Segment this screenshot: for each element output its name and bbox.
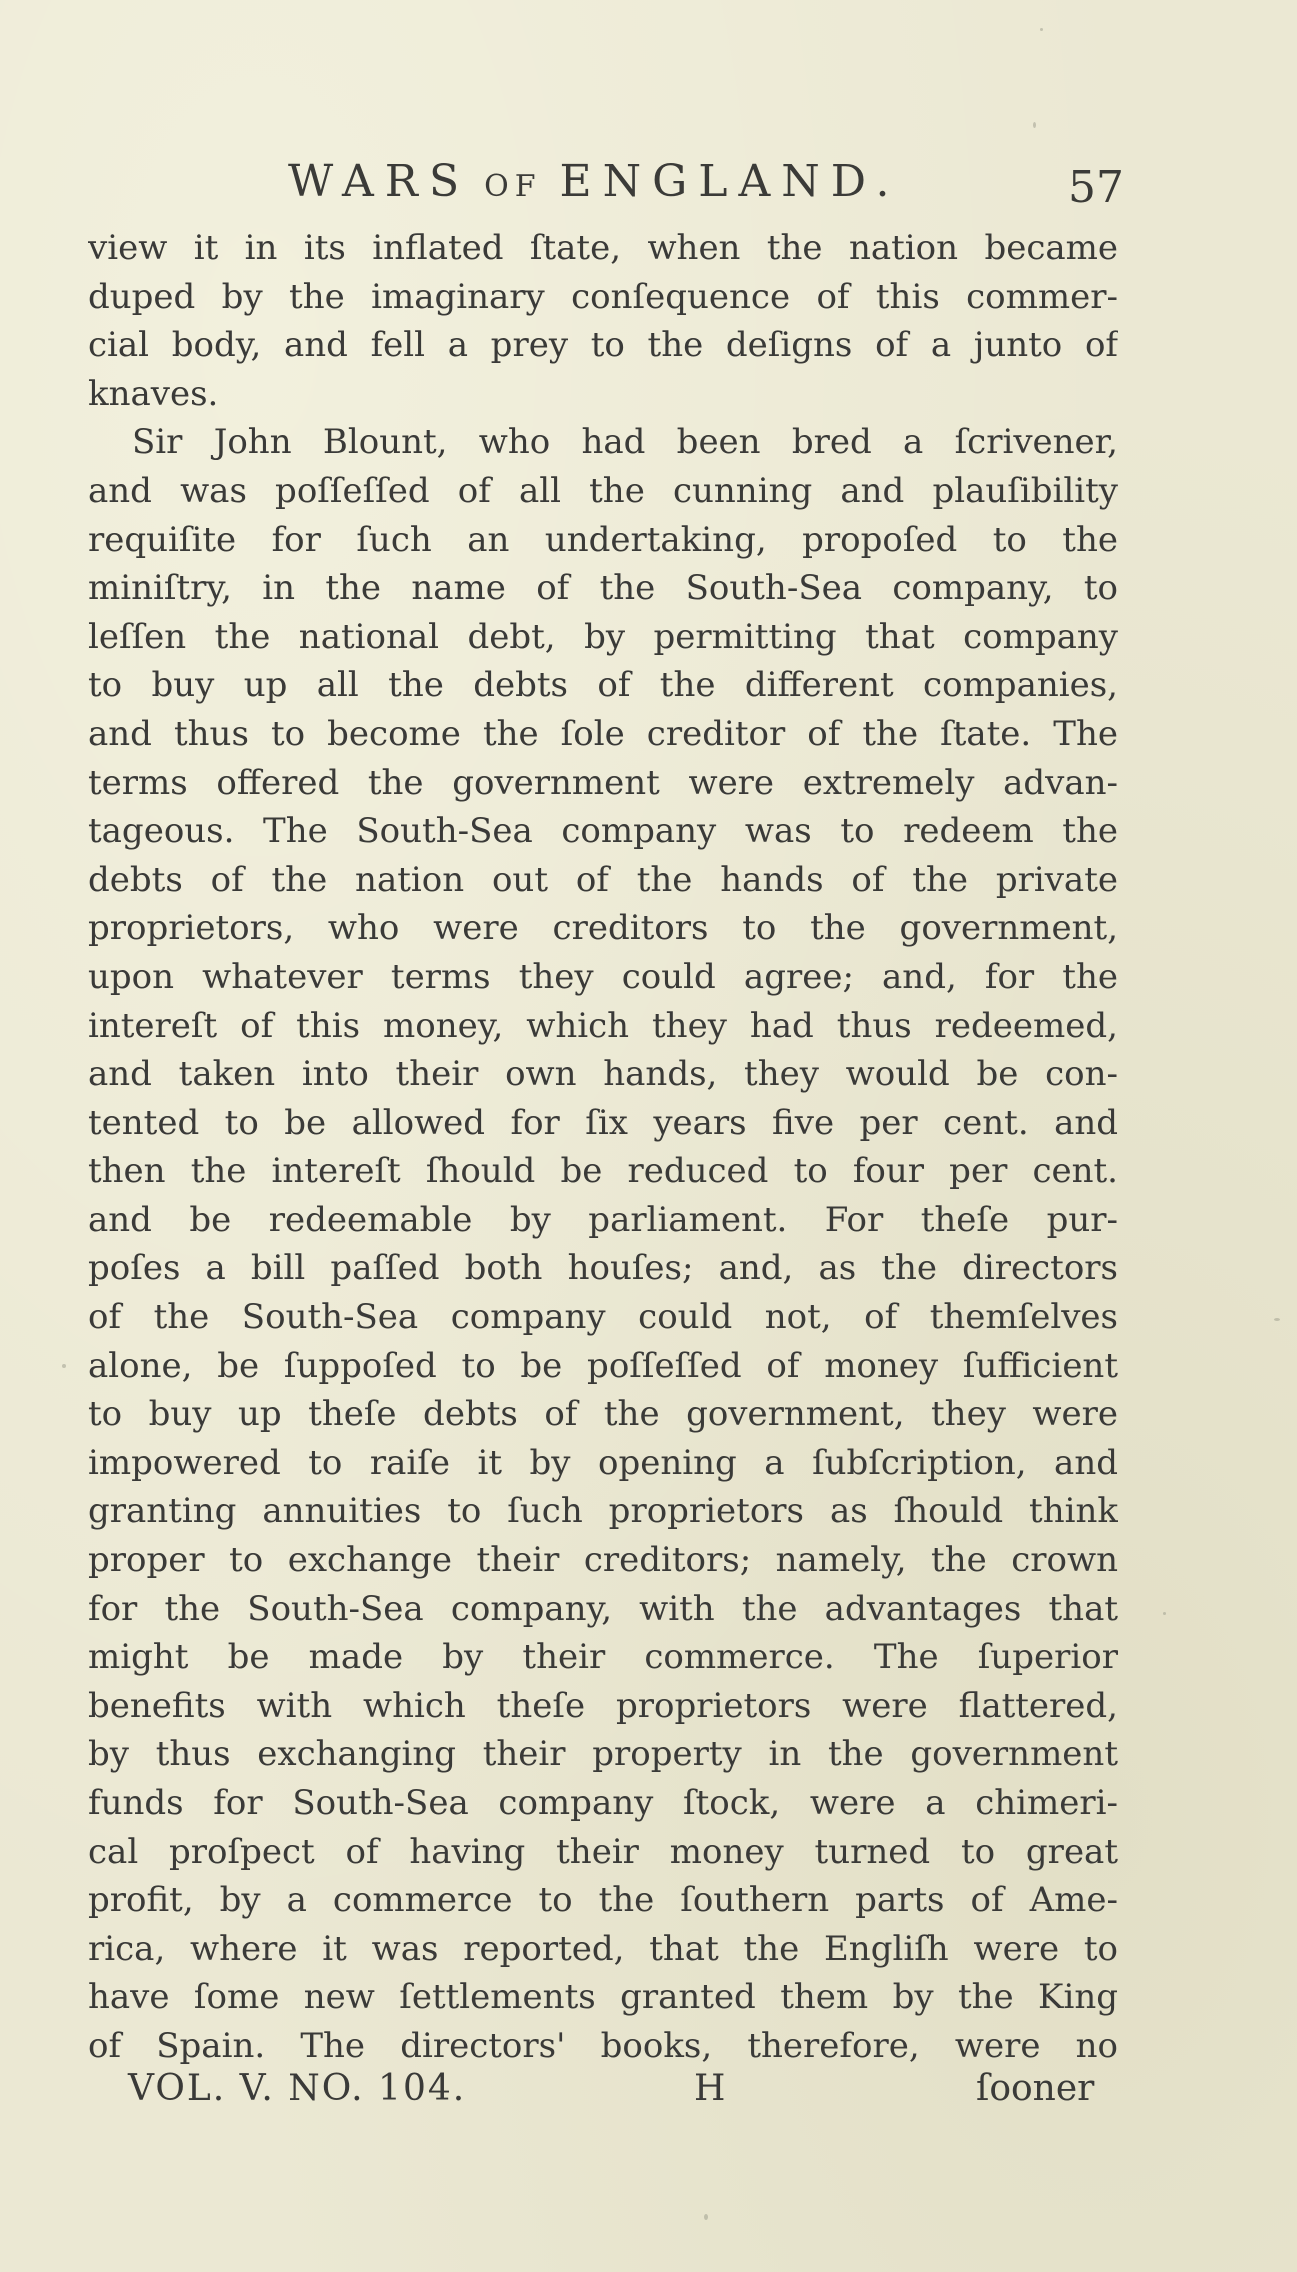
text-line: then the intereſt ſhould be reduced to four per cent. — [88, 1151, 1118, 1192]
paper-speck — [704, 2214, 708, 2220]
text-line: to buy up all the debts of the different companies, — [88, 665, 1118, 706]
paper-speck — [1040, 28, 1043, 31]
text-line: granting annuities to ſuch proprietors as ſhould think — [88, 1491, 1118, 1532]
running-head — [0, 156, 1297, 226]
text-line: cial body, and fell a prey to the deſigns of a junto of — [88, 325, 1118, 366]
text-line: benefits with which theſe proprietors were flattered, — [88, 1685, 1118, 1726]
text-line: debts of the nation out of the hands of the private — [88, 859, 1118, 900]
body-text — [88, 224, 1118, 2071]
text-line: impowered to raiſe it by opening a ſubſcription, and — [88, 1442, 1118, 1483]
text-line: and taken into their own hands, they would be con- — [88, 1054, 1118, 1095]
page-number: 57 — [1068, 162, 1124, 213]
text-line: intereſt of this money, which they had thus redeemed, — [88, 1005, 1118, 1046]
text-line: Sir John Blount, who had been bred a ſcrivener, — [132, 422, 1118, 463]
text-line: alone, be ſuppoſed to be poſſeſſed of money ſufficient — [88, 1345, 1118, 1386]
text-line: might be made by their commerce. The ſuperior — [88, 1637, 1118, 1678]
text-line: view it in its inflated ſtate, when the nation became — [88, 228, 1118, 268]
signature-line: VOL. V. NO. 104. — [128, 2068, 467, 2109]
text-line: duped by the imaginary conſequence of this commer- — [88, 276, 1118, 317]
text-line: tented to be allowed for ſix years five per cent. and — [88, 1102, 1118, 1143]
catchword: ſooner — [976, 2068, 1095, 2109]
text-line: rica, where it was reported, that the Engliſh were to — [88, 1928, 1118, 1969]
paper-speck — [1033, 122, 1036, 128]
text-line: funds for South-Sea company ſtock, were a chimeri- — [88, 1783, 1118, 1823]
text-line: poſes a bill paſſed both houſes; and, as the directors — [88, 1248, 1118, 1289]
running-head-title-of: OF — [484, 169, 542, 204]
text-line: and be redeemable by parliament. For theſe pur- — [88, 1199, 1118, 1240]
text-line: by thus exchanging their property in the government — [88, 1734, 1118, 1775]
text-line: terms offered the government were extremely advan- — [88, 762, 1118, 803]
text-line: cal proſpect of having their money turned to great — [88, 1831, 1118, 1872]
text-line: and was poſſeſſed of all the cunning and plauſibility — [88, 470, 1118, 511]
signature-mark: H — [694, 2068, 726, 2109]
text-line: leſſen the national debt, by permitting that company — [88, 616, 1118, 657]
page-footer — [0, 2068, 1297, 2128]
text-line: of the South-Sea company could not, of themſelves — [88, 1297, 1118, 1338]
text-line: profit, by a commerce to the ſouthern parts of Ame- — [88, 1880, 1118, 1921]
text-line: and thus to become the ſole creditor of the ſtate. The — [88, 713, 1118, 754]
text-line: upon whatever terms they could agree; and, for the — [88, 956, 1118, 997]
running-head-title — [288, 156, 900, 207]
text-line: for the South-Sea company, with the advantages that — [88, 1588, 1118, 1629]
text-line: have ſome new ſettlements granted them by the King — [88, 1977, 1118, 2018]
running-head-title-part2: ENGLAND. — [559, 156, 901, 207]
text-line: to buy up theſe debts of the government, they were — [88, 1394, 1118, 1435]
text-line: proper to exchange their creditors; namely, the crown — [88, 1540, 1118, 1581]
text-line: miniſtry, in the name of the South-Sea company, to — [88, 568, 1118, 609]
paper-speck — [62, 1364, 66, 1368]
text-line: tageous. The South-Sea company was to redeem the — [88, 811, 1118, 852]
text-line: knaves. — [88, 373, 219, 414]
paper-speck — [1274, 1318, 1280, 1321]
text-line: proprietors, who were creditors to the government, — [88, 908, 1118, 949]
running-head-title-part1: WARS — [288, 156, 471, 207]
text-line: of Spain. The directors' books, therefore, were no — [88, 2025, 1118, 2066]
paper-speck — [1163, 1612, 1166, 1615]
text-line: requiſite for ſuch an undertaking, propoſed to the — [88, 519, 1118, 560]
